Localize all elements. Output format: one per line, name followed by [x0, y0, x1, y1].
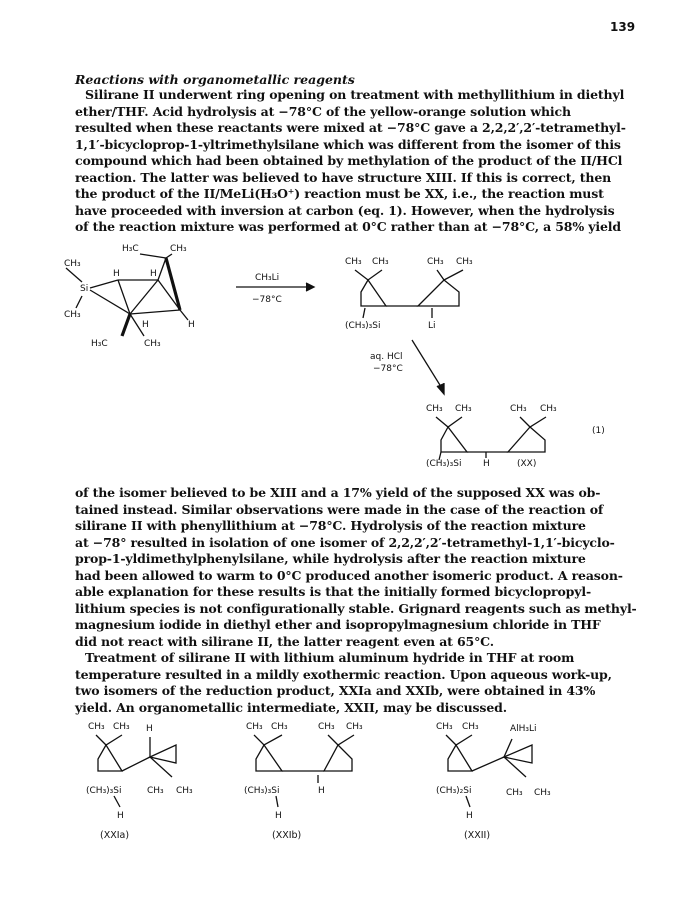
atom-label: H [150, 269, 157, 279]
silirane-structure [64, 244, 195, 349]
reaction-scheme-2 [0, 715, 680, 845]
text-line: yield. An organometallic intermediate, XXII, may be discussed. [75, 699, 507, 715]
atom-label: H [113, 269, 120, 279]
text-line: of the isomer believed to be XIII and a 17% yield of the supposed XX was ob- [75, 485, 601, 500]
atom-label: CH₃ [426, 404, 443, 414]
atom-label: CH₃ [88, 722, 105, 732]
atom-label: H₃C [122, 244, 139, 254]
atom-label: H [142, 320, 149, 330]
equation-number: (1) [592, 426, 605, 436]
atom-label: Si [80, 284, 89, 294]
atom-label: CH₃ [372, 257, 389, 267]
reagent-label: CH₃Li [255, 273, 280, 283]
compound-xxia [86, 722, 193, 841]
atom-label: H [188, 320, 195, 330]
text-line: reaction. The latter was believed to have structure XIII. If this is correct, then [75, 169, 612, 185]
reagent-label: aq. HCl [370, 352, 403, 362]
atom-label: Li [428, 321, 436, 331]
text-line: magnesium iodide in diethyl ether and isopropylmagnesium chloride in THF [75, 617, 601, 632]
atom-label: (CH₃)₃Si [345, 321, 381, 331]
paragraph-1 [75, 87, 635, 236]
text-line: 1,1′-bicycloprop-1-yltrimethylsilane which was different from the isomer of this [75, 136, 621, 152]
atom-label: H [318, 786, 325, 796]
product-xx-structure [426, 404, 605, 469]
atom-label: H [275, 811, 282, 821]
atom-label: CH₃ [64, 259, 81, 269]
atom-label: CH₃ [455, 404, 472, 414]
compound-xxib [244, 722, 363, 841]
atom-label: CH₃ [170, 244, 187, 254]
section-heading: Reactions with organometallic reagents [75, 72, 355, 87]
atom-label: (CH₃)₃Si [244, 786, 280, 796]
text-line: ether/THF. Acid hydrolysis at −78°C of the yellow-orange solution which [75, 103, 571, 119]
paragraph-2 [75, 485, 635, 716]
atom-label: CH₃ [64, 310, 81, 320]
atom-label: CH₃ [462, 722, 479, 732]
atom-label: CH₃ [246, 722, 263, 732]
compound-label: (XX) [517, 459, 537, 469]
atom-label: H [146, 724, 153, 734]
atom-label: CH₃ [318, 722, 335, 732]
compound-label: (XXII) [464, 830, 491, 841]
text-line: Treatment of silirane II with lithium aluminum hydride in THF at room [85, 650, 575, 665]
text-line: able explanation for these results is that the initially formed bicyclopropyl- [75, 584, 592, 599]
atom-label: CH₃ [540, 404, 557, 414]
conditions-label: −78°C [373, 364, 403, 374]
conditions-label: −78°C [252, 295, 282, 305]
reaction-scheme-1 [0, 240, 680, 480]
text-line: Silirane II underwent ring opening on treatment with methyllithium in diethyl [85, 87, 625, 102]
atom-label: CH₃ [510, 404, 527, 414]
atom-label: CH₃ [534, 788, 551, 798]
text-line: two isomers of the reduction product, XXIa and XXIb, were obtained in 43% [75, 683, 596, 698]
atom-label: CH₃ [144, 339, 161, 349]
atom-label: CH₃ [176, 786, 193, 796]
text-line: the product of the II/MeLi(H₃O⁺) reaction must be XX, i.e., the reaction must [75, 186, 604, 201]
compound-label: (XXIb) [272, 830, 302, 841]
text-line: tained instead. Similar observations were made in the case of the reaction of [75, 501, 604, 517]
reaction-arrow [412, 340, 443, 390]
atom-label: CH₃ [436, 722, 453, 732]
atom-label: CH₃ [147, 786, 164, 796]
atom-label: CH₃ [427, 257, 444, 267]
atom-label: CH₃ [271, 722, 288, 732]
atom-label: (CH₃)₃Si [86, 786, 122, 796]
atom-label: CH₃ [113, 722, 130, 732]
text-line: silirane II with phenyllithium at −78°C. Hydrolysis of the reaction mixture [75, 518, 586, 533]
text-line: had been allowed to warm to 0°C produced another isomeric product. A reason- [75, 567, 623, 583]
atom-label: AlH₃Li [510, 724, 537, 734]
atom-label: CH₃ [456, 257, 473, 267]
compound-label: (XXIa) [100, 830, 130, 841]
atom-label: H₃C [91, 339, 108, 349]
text-line: at −78° resulted in isolation of one isomer of 2,2,2′,2′-tetramethyl-1,1′-bicyclo- [75, 534, 615, 550]
compound-xxii [436, 722, 551, 841]
page-number: 139 [610, 20, 636, 34]
atom-label: CH₃ [506, 788, 523, 798]
atom-label: H [483, 459, 490, 469]
text-line: resulted when these reactants were mixed at −78°C gave a 2,2,2′,2′-tetramethyl- [75, 120, 626, 135]
text-line: temperature resulted in a mildly exothermic reaction. Upon aqueous work-up, [75, 666, 612, 682]
text-line: lithium species is not configurationally stable. Grignard reagents such as methyl- [75, 600, 637, 616]
atom-label: (CH₃)₂Si [436, 786, 472, 796]
text-line: prop-1-yldimethylphenylsilane, while hydrolysis after the reaction mixture [75, 551, 586, 566]
atom-label: H [466, 811, 473, 821]
atom-label: H [117, 811, 124, 821]
text-line: did not react with silirane II, the latter reagent even at 65°C. [75, 633, 494, 649]
lithium-intermediate [345, 257, 473, 331]
atom-label: CH₃ [345, 257, 362, 267]
atom-label: CH₃ [346, 722, 363, 732]
text-line: have proceeded with inversion at carbon (eq. 1). However, when the hydrolysis [75, 202, 615, 218]
atom-label: (CH₃)₃Si [426, 459, 462, 469]
text-line: of the reaction mixture was performed at 0°C rather than at −78°C, a 58% yield [75, 219, 621, 234]
text-line: compound which had been obtained by methylation of the product of the II/HCl [75, 153, 623, 168]
